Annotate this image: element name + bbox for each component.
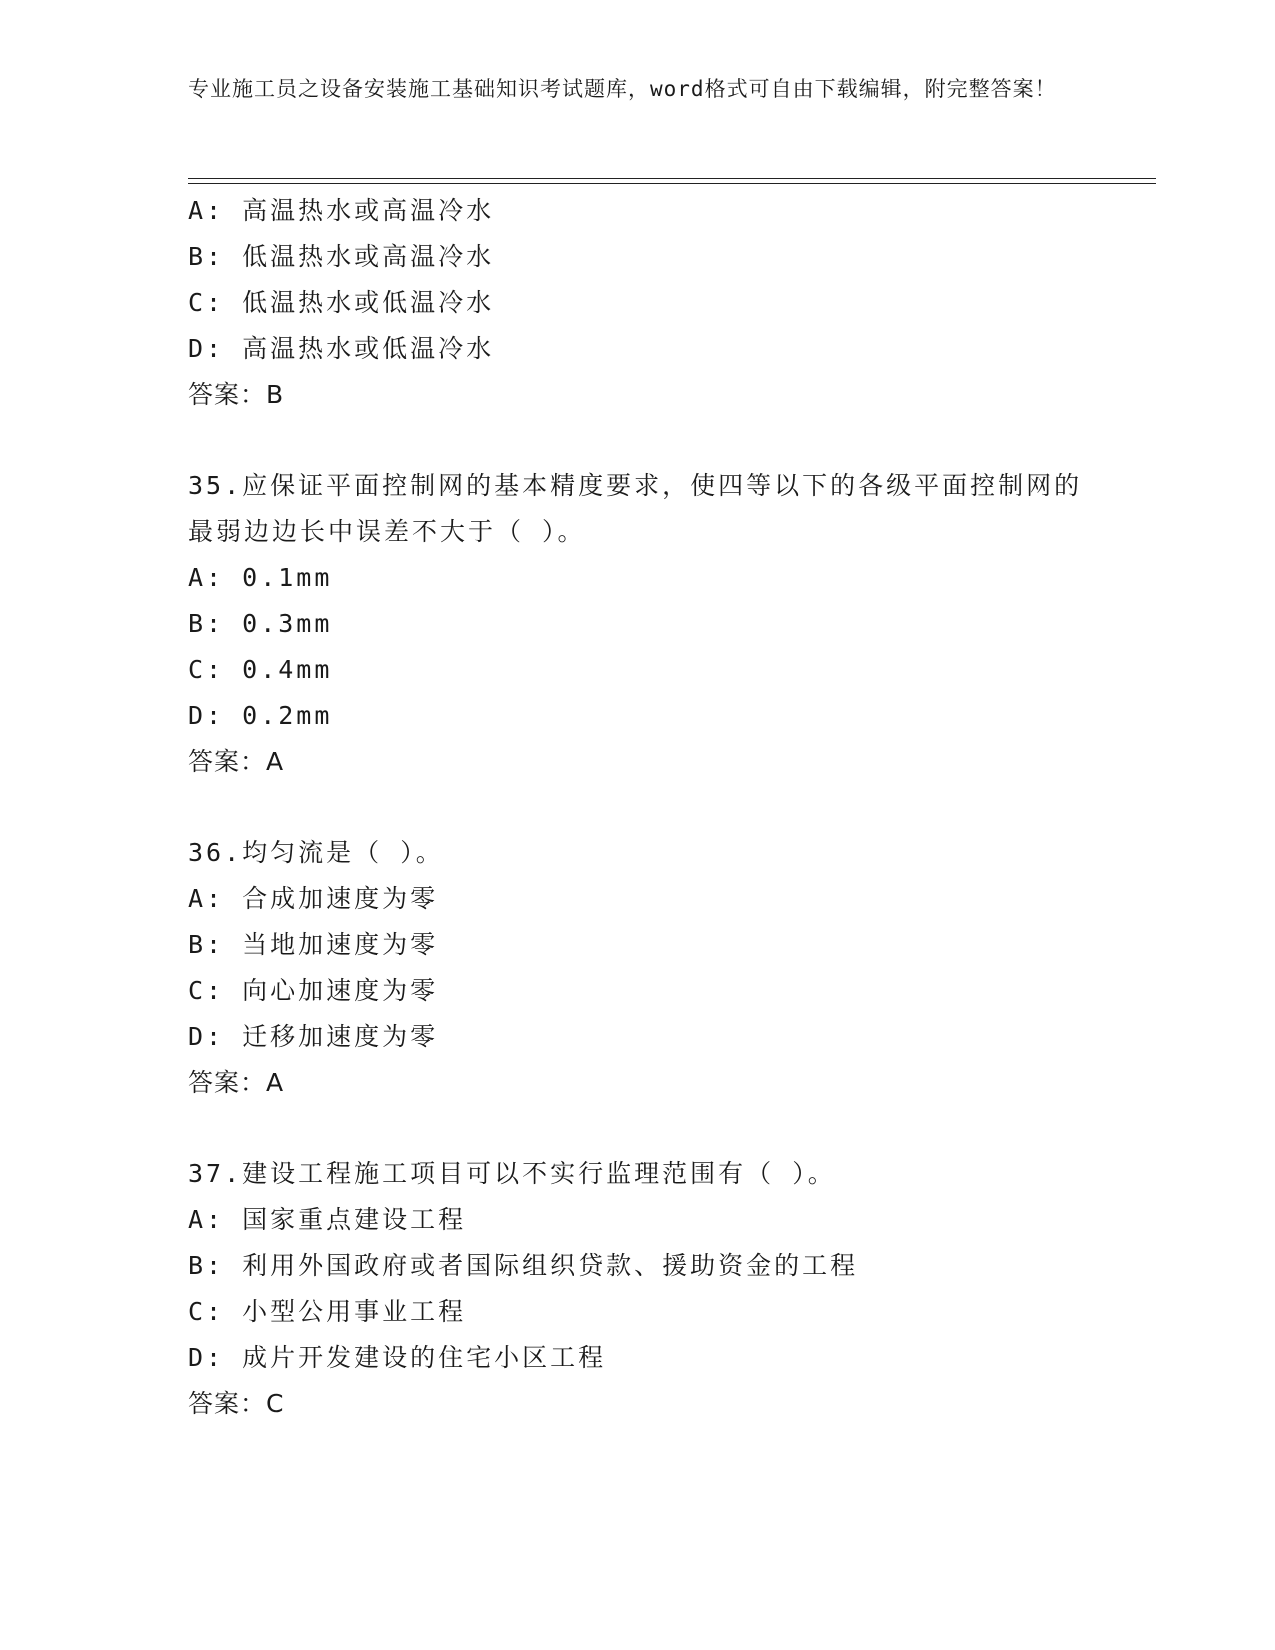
header-divider-top: [188, 178, 1156, 179]
option-d: D: 0.2mm: [188, 701, 333, 730]
document-header: 专业施工员之设备安装施工基础知识考试题库，word格式可自由下载编辑，附完整答案！: [188, 77, 1057, 101]
option-d: D: 成片开发建设的住宅小区工程: [188, 1343, 607, 1372]
spacer: [188, 785, 1088, 830]
question-stem: 37.建设工程施工项目可以不实行监理范围有（ ）。: [188, 1159, 836, 1188]
option-d: D: 迁移加速度为零: [188, 1022, 439, 1051]
question-block-36: [188, 830, 1088, 1106]
answer-line: 答案：A: [188, 747, 285, 776]
option-a: A: 合成加速度为零: [188, 884, 439, 913]
option-b: B: 0.3mm: [188, 609, 333, 638]
question-list: [188, 188, 1088, 1427]
option-c: C: 低温热水或低温冷水: [188, 288, 495, 317]
option-c: C: 0.4mm: [188, 655, 333, 684]
option-a: A: 高温热水或高温冷水: [188, 196, 495, 225]
option-b: B: 利用外国政府或者国际组织贷款、援助资金的工程: [188, 1251, 859, 1280]
question-stem: 36.均匀流是（ ）。: [188, 838, 444, 867]
answer-line: 答案：A: [188, 1068, 285, 1097]
option-d: D: 高温热水或低温冷水: [188, 334, 495, 363]
question-stem: 35.应保证平面控制网的基本精度要求，使四等以下的各级平面控制网的最弱边边长中误差不大于（ ）。: [188, 471, 1083, 546]
question-block-35: [188, 463, 1088, 785]
spacer: [188, 418, 1088, 463]
header-divider-bottom: [188, 183, 1156, 184]
spacer: [188, 1106, 1088, 1151]
option-c: C: 向心加速度为零: [188, 976, 439, 1005]
option-b: B: 当地加速度为零: [188, 930, 439, 959]
question-block-partial: [188, 188, 1088, 418]
option-a: A: 0.1mm: [188, 563, 333, 592]
option-b: B: 低温热水或高温冷水: [188, 242, 495, 271]
answer-line: 答案：C: [188, 1389, 285, 1418]
question-block-37: [188, 1151, 1088, 1427]
answer-line: 答案：B: [188, 380, 285, 409]
option-a: A: 国家重点建设工程: [188, 1205, 467, 1234]
option-c: C: 小型公用事业工程: [188, 1297, 467, 1326]
